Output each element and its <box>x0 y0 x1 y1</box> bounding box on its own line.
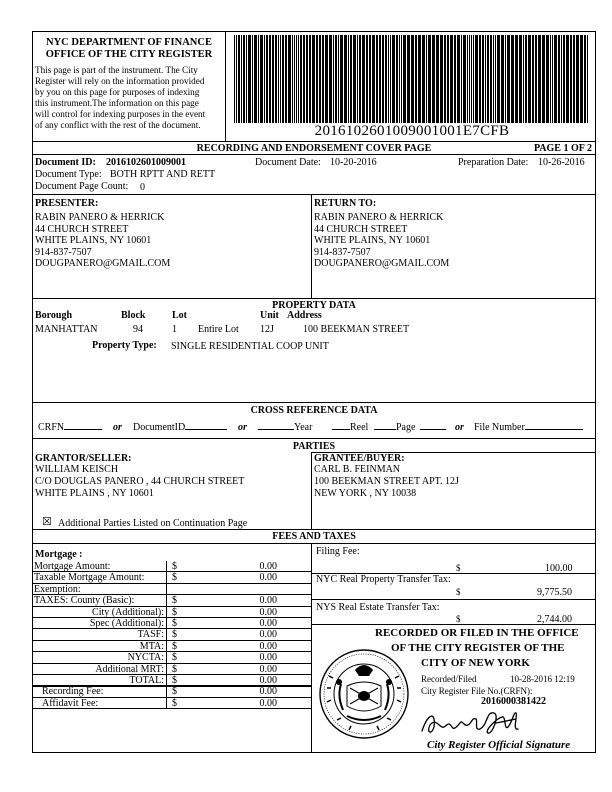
barcode-bar <box>473 35 474 123</box>
barcode-bar <box>493 35 494 123</box>
fee-col-divider <box>166 641 167 652</box>
doc-id-label: Document ID: <box>35 157 96 168</box>
col-address: Address <box>287 310 322 321</box>
barcode-bar <box>294 35 295 123</box>
barcode-bar <box>401 35 402 123</box>
barcode-bar <box>471 35 472 123</box>
barcode-bar <box>507 35 510 123</box>
barcode-bar <box>319 35 321 123</box>
return-to-line: 44 CHURCH STREET <box>314 224 408 235</box>
barcode-bar <box>475 35 478 123</box>
fee-currency: $ <box>172 697 177 709</box>
barcode-bar <box>246 35 247 123</box>
barcode-bar <box>322 35 324 123</box>
barcode-bar <box>303 35 305 123</box>
barcode-bar <box>440 35 443 123</box>
fee-label: TAXES: County (Basic): <box>34 595 135 607</box>
barcode-bar <box>576 35 579 123</box>
barcode-bar <box>333 35 334 123</box>
property-type-label: Property Type: <box>92 340 157 351</box>
fee-col-divider <box>166 584 167 595</box>
fee-label: Additional MRT: <box>95 663 164 675</box>
barcode-bar <box>399 35 400 123</box>
fee-col-divider <box>166 607 167 618</box>
barcode-bar <box>348 35 349 123</box>
barcode-bar <box>288 35 291 123</box>
barcode-bar <box>260 35 263 123</box>
barcode-bar <box>366 35 368 123</box>
disclaimer-line: by you on this page for purposes of indexing <box>35 87 200 97</box>
barcode-bar <box>258 35 259 123</box>
fee-label: City (Additional): <box>92 606 164 618</box>
fee-row <box>32 652 311 663</box>
barcode-bar <box>390 35 391 123</box>
fee-label: Taxable Mortgage Amount: <box>34 572 145 584</box>
nys-rett-label: NYS Real Estate Transfer Tax: <box>316 602 440 613</box>
grantee-heading: GRANTEE/BUYER: <box>314 453 405 464</box>
barcode-bar <box>266 35 268 123</box>
barcode-bar <box>335 35 337 123</box>
disclaimer-line: Register will rely on the information provided <box>35 76 205 86</box>
nyc-rptt-amount: 9,775.50 <box>537 587 572 598</box>
return-to-heading: RETURN TO: <box>314 198 377 209</box>
disclaimer-line: of any conflict with the rest of the document. <box>35 120 201 130</box>
fee-col-divider <box>166 561 167 572</box>
parties-heading: PARTIES <box>292 441 336 452</box>
barcode-bar <box>463 35 466 123</box>
nyc-rptt-currency: $ <box>456 587 461 597</box>
crossref-heading: CROSS REFERENCE DATA <box>250 405 378 416</box>
barcode-bar <box>312 35 315 123</box>
fee-row <box>32 584 311 595</box>
barcode-bar <box>359 35 361 123</box>
barcode-bar <box>495 35 496 123</box>
barcode-bar <box>511 35 514 123</box>
fee-amount: 0.00 <box>259 606 277 618</box>
barcode-bar <box>241 35 242 123</box>
barcode-bar <box>487 35 489 123</box>
fee-row <box>32 607 311 618</box>
header-agency-box <box>32 31 226 141</box>
barcode-bar <box>234 35 235 123</box>
page-field[interactable]: Page <box>374 422 415 433</box>
barcode-bar <box>344 35 347 123</box>
barcode-bar <box>538 35 541 123</box>
fee-currency: $ <box>172 595 177 607</box>
barcode-bar <box>316 35 318 123</box>
barcode-bar <box>254 35 257 123</box>
filing-fee-label: Filing Fee: <box>316 546 360 557</box>
barcode-bar <box>388 35 389 123</box>
barcode-bar <box>252 35 253 123</box>
grantor-line: WHITE PLAINS , NY 10601 <box>35 488 154 499</box>
barcode-bar <box>432 35 435 123</box>
barcode-bar <box>382 35 384 123</box>
fee-col-divider <box>166 629 167 640</box>
barcode-bar <box>447 35 449 123</box>
fee-label: TOTAL: <box>129 675 164 686</box>
col-lot: Lot <box>172 310 187 321</box>
barcode-bar <box>350 35 352 123</box>
barcode-bar <box>501 35 504 123</box>
barcode-bar <box>479 35 481 123</box>
recorded-label: Recorded/Filed <box>421 674 477 684</box>
fee-label: MTA: <box>139 640 164 652</box>
barcode-bar <box>461 35 462 123</box>
barcode-bar <box>561 35 562 123</box>
barcode-bar <box>436 35 439 123</box>
nyc-rptt-label: NYC Real Property Transfer Tax: <box>316 574 451 585</box>
fee-label: Recording Fee: <box>42 686 104 698</box>
fee-currency: $ <box>172 652 177 664</box>
presenter-line: DOUGPANERO@GMAIL.COM <box>35 258 171 269</box>
grantor-heading: GRANTOR/SELLER: <box>35 453 132 464</box>
barcode-bar <box>338 35 339 123</box>
grantor-line: C/O DOUGLAS PANERO , 44 CHURCH STREET <box>35 476 245 487</box>
barcode-bar <box>570 35 572 123</box>
recorded-line-1: RECORDED OR FILED IN THE OFFICE <box>375 627 579 639</box>
fee-currency: $ <box>172 606 177 618</box>
fee-currency: $ <box>172 629 177 641</box>
barcode-bar <box>497 35 500 123</box>
barcode-bar <box>426 35 427 123</box>
barcode-bar <box>532 35 534 123</box>
barcode-bar <box>550 35 551 123</box>
year-field[interactable]: Year <box>258 422 312 433</box>
recorded-datetime: 10-28-2016 12:19 <box>510 674 575 684</box>
barcode-bar <box>392 35 395 123</box>
barcode-bar <box>469 35 470 123</box>
barcode-bar <box>467 35 468 123</box>
fees-heading: FEES AND TAXES <box>272 531 356 542</box>
fee-label: NYCTA: <box>127 652 164 664</box>
prep-date: 10-26-2016 <box>538 157 585 168</box>
fee-row <box>32 629 311 640</box>
fee-col-divider <box>166 664 167 675</box>
fee-row <box>32 595 311 606</box>
document-id-field[interactable]: DocumentID <box>133 422 227 433</box>
presenter-heading: PRESENTER: <box>35 198 99 209</box>
doc-type-label: Document Type: <box>35 169 102 180</box>
disclaimer-line: This page is part of the instrument. The City <box>35 65 198 75</box>
total-rule <box>32 685 311 687</box>
barcode-bar <box>309 35 311 123</box>
fee-currency: $ <box>172 675 177 686</box>
recorded-line-3: CITY OF NEW YORK <box>421 657 530 669</box>
barcode-bar <box>552 35 553 123</box>
presenter-line: 914-837-7507 <box>35 247 92 258</box>
filing-fee-currency: $ <box>456 563 461 573</box>
fee-currency: $ <box>172 663 177 675</box>
barcode-bar <box>285 35 287 123</box>
presenter-line: WHITE PLAINS, NY 10601 <box>35 235 152 246</box>
barcode-bar <box>428 35 431 123</box>
fee-amount: 0.00 <box>259 652 277 664</box>
barcode-bar <box>376 35 378 123</box>
or-label: or <box>113 422 122 433</box>
barcode-bar <box>535 35 537 123</box>
col-block: Block <box>121 310 146 321</box>
barcode-bar <box>385 35 387 123</box>
barcode-bar <box>450 35 453 123</box>
signature <box>418 705 528 741</box>
barcode-bar <box>584 35 586 123</box>
barcode-bar <box>546 35 549 123</box>
barcode-bar <box>490 35 492 123</box>
mortgage-heading: Mortgage : <box>35 549 83 560</box>
return-to-line: DOUGPANERO@GMAIL.COM <box>314 258 450 269</box>
grantee-line: CARL B. FEINMAN <box>314 464 401 475</box>
barcode-bar <box>573 35 575 123</box>
fee-amount: 0.00 <box>259 675 277 686</box>
fee-col-divider <box>166 698 167 709</box>
presenter-line: 44 CHURCH STREET <box>35 224 129 235</box>
page-count-label: Document Page Count: <box>35 181 129 192</box>
presenter-line: RABIN PANERO & HERRICK <box>35 212 165 223</box>
barcode-bar <box>580 35 583 123</box>
doc-type: BOTH RPTT AND RETT <box>110 169 216 180</box>
barcode-bar <box>282 35 284 123</box>
barcode-bar <box>369 35 371 123</box>
barcode-bar <box>519 35 522 123</box>
agency-line-2: OFFICE OF THE CITY REGISTER <box>45 49 213 60</box>
page-indicator: PAGE 1 OF 2 <box>533 143 592 154</box>
barcode-bar <box>482 35 484 123</box>
lot-type: Entire Lot <box>198 324 239 335</box>
barcode-bar <box>411 35 414 123</box>
barcode-text: 2016102601009001001E7CFB <box>314 123 510 139</box>
or-label: or <box>238 422 247 433</box>
city-seal <box>317 646 411 742</box>
doc-id: 2016102601009001 <box>106 157 186 168</box>
barcode-bar <box>329 35 332 123</box>
lot: 1 <box>172 324 177 335</box>
disclaimer-line: this instrument.The information on this page <box>35 98 199 108</box>
col-borough: Borough <box>35 310 73 321</box>
fee-label: Spec (Additional): <box>89 618 164 629</box>
barcode-bar <box>298 35 299 123</box>
barcode-bar <box>485 35 486 123</box>
fee-col-divider <box>166 572 167 583</box>
fee-amount: 0.00 <box>259 640 277 652</box>
cover-title: RECORDING AND ENDORSEMENT COVER PAGE <box>196 143 432 154</box>
fee-amount: 0.00 <box>259 572 277 584</box>
property-type: SINGLE RESIDENTIAL COOP UNIT <box>171 341 329 352</box>
fee-row <box>32 618 311 629</box>
nys-rett-currency: $ <box>456 614 461 624</box>
barcode-bar <box>275 35 277 123</box>
fee-label: TASF: <box>137 629 164 641</box>
fee-col-divider <box>166 686 167 697</box>
return-to-line: WHITE PLAINS, NY 10601 <box>314 235 431 246</box>
barcode-bar <box>407 35 410 123</box>
fee-amount: 0.00 <box>259 618 277 629</box>
barcode-bar <box>340 35 343 123</box>
fee-label: Mortgage Amount: <box>34 561 111 572</box>
barcode-bar <box>542 35 545 123</box>
barcode-bar <box>280 35 281 123</box>
barcode-bar <box>554 35 557 123</box>
fee-row <box>32 572 311 583</box>
property-heading: PROPERTY DATA <box>272 300 356 311</box>
file-no: 2016000381422 <box>481 696 546 707</box>
fee-row <box>32 698 311 709</box>
fee-row <box>32 686 311 697</box>
barcode-bar <box>457 35 460 123</box>
fee-amount: 0.00 <box>259 686 277 698</box>
filing-fee-amount: 100.00 <box>545 563 573 574</box>
fee-label: Exemption: <box>34 583 81 595</box>
signature-caption: City Register Official Signature <box>427 739 571 751</box>
fee-currency: $ <box>172 618 177 629</box>
barcode-bar <box>248 35 251 123</box>
fee-row <box>32 561 311 572</box>
page-count: 0 <box>140 182 145 193</box>
file-number-field[interactable]: File Number <box>474 422 583 433</box>
barcode-bar <box>353 35 356 123</box>
fee-amount: 0.00 <box>259 697 277 709</box>
page-blank <box>420 422 446 433</box>
fee-row <box>32 641 311 652</box>
disclaimer-line: will control for indexing purposes in the event <box>35 109 206 119</box>
return-to-line: RABIN PANERO & HERRICK <box>314 212 444 223</box>
barcode-bar <box>563 35 565 123</box>
grantor-line: WILLIAM KEISCH <box>35 464 119 475</box>
barcode-bar <box>272 35 274 123</box>
return-to-line: 914-837-7507 <box>314 247 371 258</box>
barcode-bar <box>269 35 271 123</box>
barcode-bar <box>292 35 293 123</box>
borough: MANHATTAN <box>35 324 98 335</box>
nys-rett-amount: 2,744.00 <box>537 614 572 625</box>
barcode-bar <box>306 35 308 123</box>
unit: 12J <box>260 324 274 335</box>
address: 100 BEEKMAN STREET <box>303 324 410 335</box>
barcode-bar <box>396 35 398 123</box>
barcode-bar <box>415 35 417 123</box>
barcode-bar <box>278 35 279 123</box>
barcode-bar <box>523 35 524 123</box>
barcode <box>232 35 592 123</box>
fee-amount: 0.00 <box>259 595 277 607</box>
fee-currency: $ <box>172 686 177 698</box>
block: 94 <box>133 324 143 335</box>
grantee-line: NEW YORK , NY 10038 <box>314 488 417 499</box>
barcode-bar <box>403 35 406 123</box>
fee-col-divider <box>166 618 167 629</box>
doc-date-label: Document Date: <box>255 157 321 168</box>
barcode-bar <box>422 35 425 123</box>
additional-parties-label: Additional Parties Listed on Continuation Page <box>58 518 248 529</box>
fee-col-divider <box>166 652 167 663</box>
barcode-bar <box>300 35 302 123</box>
barcode-bar <box>236 35 237 123</box>
barcode-bar <box>325 35 328 123</box>
agency-line-1: NYC DEPARTMENT OF FINANCE <box>46 37 212 48</box>
crfn-field[interactable]: CRFN <box>38 422 102 433</box>
barcode-bar <box>357 35 358 123</box>
fee-currency: $ <box>172 572 177 584</box>
fee-label: Affidavit Fee: <box>42 697 99 709</box>
col-unit: Unit <box>260 310 279 321</box>
barcode-bar <box>566 35 569 123</box>
doc-date: 10-20-2016 <box>330 157 377 168</box>
grantee-line: 100 BEEKMAN STREET APT. 12J <box>314 476 459 487</box>
barcode-bar <box>238 35 240 123</box>
barcode-bar <box>243 35 245 123</box>
or-label: or <box>455 422 464 433</box>
prep-date-label: Preparation Date: <box>458 157 529 168</box>
fee-amount: 0.00 <box>259 561 277 572</box>
barcode-bar <box>505 35 506 123</box>
barcode-bar <box>418 35 421 123</box>
barcode-bar <box>525 35 527 123</box>
recorded-line-2: OF THE CITY REGISTER OF THE <box>391 642 565 654</box>
barcode-bar <box>558 35 560 123</box>
fee-amount: 0.00 <box>259 629 277 641</box>
barcode-bar <box>587 35 588 123</box>
barcode-bar <box>362 35 365 123</box>
reel-field[interactable]: Reel <box>332 422 368 433</box>
file-no-label: City Register File No.(CRFN): <box>421 686 533 696</box>
barcode-bar <box>515 35 518 123</box>
fee-col-divider <box>166 595 167 606</box>
barcode-bar <box>454 35 456 123</box>
barcode-bar <box>444 35 446 123</box>
barcode-bar <box>372 35 375 123</box>
additional-parties-checkbox[interactable]: ☒ <box>42 516 52 528</box>
barcode-bar <box>296 35 297 123</box>
fee-currency: $ <box>172 561 177 572</box>
barcode-bar <box>528 35 531 123</box>
fee-amount: 0.00 <box>259 663 277 675</box>
barcode-bar <box>379 35 381 123</box>
fee-row <box>32 664 311 675</box>
fee-currency: $ <box>172 640 177 652</box>
barcode-bar <box>264 35 265 123</box>
